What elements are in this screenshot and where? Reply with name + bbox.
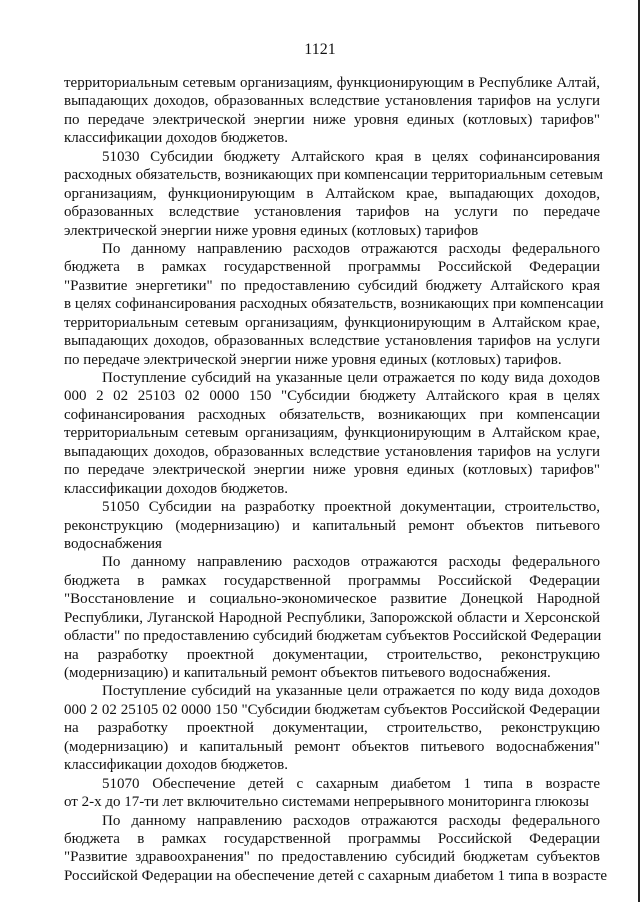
- text-line: бюджета в рамках государственной программы Российской Федерации: [64, 572, 600, 589]
- text-line: 51030 Субсидии бюджету Алтайского края в целях софинансирования: [102, 148, 600, 165]
- text-line: электрической энергии ниже уровня единых (котловых) тарифов: [64, 222, 479, 239]
- text-line: 51070 Обеспечение детей с сахарным диабетом 1 типа в возрасте: [102, 775, 600, 792]
- text-line: (модернизацию) и капитальный ремонт объектов питьевого водоснабжения": [64, 738, 600, 755]
- text-line: на разработку проектной документации, строительство, реконструкцию: [64, 720, 600, 737]
- paragraph: [64, 240, 604, 369]
- paragraph: [64, 812, 608, 886]
- text-line: Российской Федерации на обеспечение детей с сахарным диабетом 1 типа в возрасте: [64, 867, 608, 884]
- paragraph: [64, 498, 600, 553]
- text-line: по передаче электрической энергии ниже уровня единых (котловых) тарифов": [64, 462, 600, 479]
- text-line: Поступление субсидий на указанные цели отражается по коду вида доходов: [102, 370, 600, 386]
- text-line: образованных вследствие установления тарифов на услуги по передаче: [64, 204, 600, 221]
- document-body: [64, 74, 608, 885]
- text-line: выпадающих доходов, образованных вследствие установления тарифов на услуги: [64, 333, 600, 350]
- text-line: выпадающих доходов, образованных вследствие установления тарифов на услуги: [64, 443, 600, 460]
- text-line: реконструкцию (модернизацию) и капитальный ремонт объектов питьевого: [64, 517, 600, 534]
- text-line: выпадающих доходов, образованных вследствие установления тарифов на услуги: [64, 93, 600, 110]
- text-line: 000 2 02 25105 02 0000 150 "Субсидии бюджетам субъектов Российской Федерации: [64, 701, 600, 718]
- paragraph: [64, 369, 600, 498]
- text-line: Республики, Луганской Народной Республики, Запорожской области и Херсонской: [64, 609, 600, 626]
- text-line: от 2-х до 17-ти лет включительно системами непрерывного мониторинга глюкозы: [64, 794, 589, 811]
- text-line: 000 2 02 25103 02 0000 150 "Субсидии бюджету Алтайского края в целях: [64, 388, 600, 405]
- text-line: софинансирования расходных обязательств, возникающих при компенсации: [64, 406, 600, 423]
- text-line: области" по предоставлению субсидий бюджетам субъектов Российской Федерации: [64, 628, 602, 645]
- text-line: расходных обязательств, возникающих при компенсации территориальным сетевым: [64, 167, 604, 184]
- paragraph: [64, 74, 600, 148]
- text-line: по передаче электрической энергии ниже уровня единых (котловых) тарифов": [64, 111, 600, 128]
- text-line: территориальным сетевым организациям, функционирующим в Алтайском крае,: [64, 425, 600, 442]
- paragraph: [64, 682, 600, 774]
- text-line: Поступление субсидий на указанные цели отражается по коду вида доходов: [102, 683, 600, 700]
- text-line: водоснабжения: [64, 535, 162, 552]
- text-line: классификации доходов бюджетов.: [64, 757, 289, 774]
- text-line: "Развитие здравоохранения" по предоставлению субсидий бюджетам субъектов: [64, 849, 600, 866]
- text-line: бюджета в рамках государственной программы Российской Федерации: [64, 259, 600, 276]
- paragraph: [64, 148, 604, 240]
- paragraph: [64, 775, 600, 812]
- text-line: "Развитие энергетики" по предоставлению субсидий бюджету Алтайского края: [64, 277, 600, 294]
- text-line: По данному направлению расходов отражаются расходы федерального: [102, 812, 600, 829]
- text-line: на разработку проектной документации, строительство, реконструкцию: [64, 646, 600, 663]
- text-line: в целях софинансирования расходных обязательств, возникающих при компенсации: [64, 296, 604, 313]
- text-line: классификации доходов бюджетов.: [64, 130, 289, 147]
- text-line: "Восстановление и социально-экономическое развитие Донецкой Народной: [64, 591, 600, 608]
- text-line: По данному направлению расходов отражаются расходы федерального: [102, 554, 600, 571]
- text-line: (модернизацию) и капитальный ремонт объектов питьевого водоснабжения.: [64, 665, 551, 681]
- text-line: 51050 Субсидии на разработку проектной документации, строительство,: [102, 499, 600, 516]
- text-line: классификации доходов бюджетов.: [64, 480, 289, 497]
- text-line: территориальным сетевым организациям, функционирующим в Республике Алтай,: [64, 75, 600, 91]
- paragraph: [64, 553, 600, 682]
- text-line: организациям, функционирующим в Алтайском крае, выпадающих доходов,: [64, 185, 600, 202]
- page-number: 1121: [304, 41, 336, 58]
- text-line: бюджета в рамках государственной программы Российской Федерации: [64, 830, 600, 847]
- text-line: по передаче электрической энергии ниже уровня единых (котловых) тарифов.: [64, 351, 562, 368]
- text-line: По данному направлению расходов отражаются расходы федерального: [102, 240, 600, 257]
- text-line: территориальным сетевым организациям, функционирующим в Алтайском крае,: [64, 314, 600, 331]
